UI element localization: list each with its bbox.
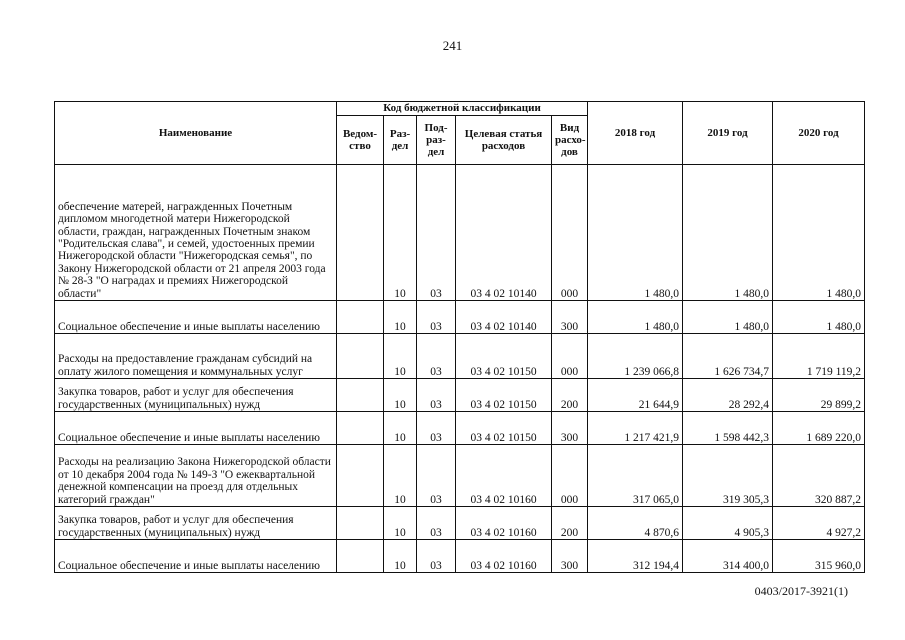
row-razdel: 10 <box>384 412 417 445</box>
row-vedomstvo <box>337 540 384 573</box>
header-name: Наименование <box>55 102 337 165</box>
row-target: 03 4 02 10140 <box>456 165 552 301</box>
row-vid: 000 <box>552 445 588 507</box>
row-name: Расходы на предоставление гражданам субсидий на оплату жилого помещения и коммунальных услуг <box>55 334 337 379</box>
row-podrazdel: 03 <box>417 540 456 573</box>
row-2020: 1 689 220,0 <box>773 412 865 445</box>
row-name: Социальное обеспечение и иные выплаты населению <box>55 540 337 573</box>
row-2018: 4 870,6 <box>588 507 683 540</box>
table-row <box>55 301 865 334</box>
table-row <box>55 334 865 379</box>
row-razdel: 10 <box>384 165 417 301</box>
row-vid: 200 <box>552 379 588 412</box>
table-row <box>55 379 865 412</box>
header-podrazdel: Под-раз-дел <box>417 116 456 165</box>
page-number: 241 <box>442 38 463 53</box>
row-name: Расходы на реализацию Закона Нижегородской области от 10 декабря 2004 года № 149-З "О ежеквартальной денежной компенсации на проезд для отдельных категорий граждан" <box>55 445 337 507</box>
row-razdel: 10 <box>384 445 417 507</box>
row-razdel: 10 <box>384 507 417 540</box>
table-row <box>55 445 865 507</box>
row-2020: 1 719 119,2 <box>773 334 865 379</box>
row-podrazdel: 03 <box>417 445 456 507</box>
row-2018: 1 480,0 <box>588 301 683 334</box>
header-2018: 2018 год <box>588 102 683 165</box>
row-podrazdel: 03 <box>417 507 456 540</box>
row-name: Закупка товаров, работ и услуг для обеспечения государственных (муниципальных) нужд <box>55 507 337 540</box>
row-2019: 1 626 734,7 <box>683 334 773 379</box>
row-target: 03 4 02 10140 <box>456 301 552 334</box>
row-2019: 28 292,4 <box>683 379 773 412</box>
budget-table <box>54 101 865 573</box>
row-vedomstvo <box>337 379 384 412</box>
row-2018: 21 644,9 <box>588 379 683 412</box>
table-row <box>55 540 865 573</box>
row-name: Закупка товаров, работ и услуг для обеспечения государственных (муниципальных) нужд <box>55 379 337 412</box>
row-vid: 200 <box>552 507 588 540</box>
row-2019: 4 905,3 <box>683 507 773 540</box>
row-podrazdel: 03 <box>417 301 456 334</box>
row-vedomstvo <box>337 334 384 379</box>
row-podrazdel: 03 <box>417 334 456 379</box>
row-target: 03 4 02 10160 <box>456 507 552 540</box>
row-2020: 29 899,2 <box>773 379 865 412</box>
row-vedomstvo <box>337 412 384 445</box>
row-podrazdel: 03 <box>417 412 456 445</box>
row-vedomstvo <box>337 165 384 301</box>
document-code: 0403/2017-3921(1) <box>754 584 848 598</box>
header-razdel: Раз-дел <box>384 116 417 165</box>
row-vid: 300 <box>552 540 588 573</box>
row-vid: 000 <box>552 165 588 301</box>
row-target: 03 4 02 10150 <box>456 379 552 412</box>
row-razdel: 10 <box>384 334 417 379</box>
row-2019: 1 480,0 <box>683 301 773 334</box>
row-vedomstvo <box>337 301 384 334</box>
header-vedomstvo: Ведом-ство <box>337 116 384 165</box>
row-2020: 4 927,2 <box>773 507 865 540</box>
row-vedomstvo <box>337 445 384 507</box>
row-2019: 314 400,0 <box>683 540 773 573</box>
header-vid: Вид расхо-дов <box>552 116 588 165</box>
row-2019: 1 480,0 <box>683 165 773 301</box>
row-vid: 300 <box>552 412 588 445</box>
row-target: 03 4 02 10160 <box>456 445 552 507</box>
header-2019: 2019 год <box>683 102 773 165</box>
row-2018: 1 480,0 <box>588 165 683 301</box>
row-2018: 312 194,4 <box>588 540 683 573</box>
row-2018: 1 217 421,9 <box>588 412 683 445</box>
row-podrazdel: 03 <box>417 165 456 301</box>
row-2019: 1 598 442,3 <box>683 412 773 445</box>
row-2020: 1 480,0 <box>773 165 865 301</box>
header-2020: 2020 год <box>773 102 865 165</box>
row-2020: 315 960,0 <box>773 540 865 573</box>
header-target: Целевая статья расходов <box>456 116 552 165</box>
table-row <box>55 412 865 445</box>
row-2018: 317 065,0 <box>588 445 683 507</box>
header-classification: Код бюджетной классификации <box>337 102 588 116</box>
table-row <box>55 507 865 540</box>
row-target: 03 4 02 10150 <box>456 412 552 445</box>
row-vid: 300 <box>552 301 588 334</box>
row-vid: 000 <box>552 334 588 379</box>
row-razdel: 10 <box>384 540 417 573</box>
table-row <box>55 165 865 301</box>
row-2019: 319 305,3 <box>683 445 773 507</box>
row-2020: 1 480,0 <box>773 301 865 334</box>
row-target: 03 4 02 10150 <box>456 334 552 379</box>
row-razdel: 10 <box>384 379 417 412</box>
row-razdel: 10 <box>384 301 417 334</box>
row-podrazdel: 03 <box>417 379 456 412</box>
row-2020: 320 887,2 <box>773 445 865 507</box>
row-name: Социальное обеспечение и иные выплаты населению <box>55 412 337 445</box>
row-target: 03 4 02 10160 <box>456 540 552 573</box>
row-name: обеспечение матерей, награжденных Почетным дипломом многодетной матери Нижегородской области, граждан, награжденных Почетным знаком "Родительская слава", и семей, удостоенных премии Нижегородской области "Нижегородская семья", по Закону Нижегородской области от 21 апреля 2003 года № 28-З "О наградах и премиях Нижегородской области" <box>55 165 337 301</box>
row-name: Социальное обеспечение и иные выплаты населению <box>55 301 337 334</box>
row-2018: 1 239 066,8 <box>588 334 683 379</box>
row-vedomstvo <box>337 507 384 540</box>
